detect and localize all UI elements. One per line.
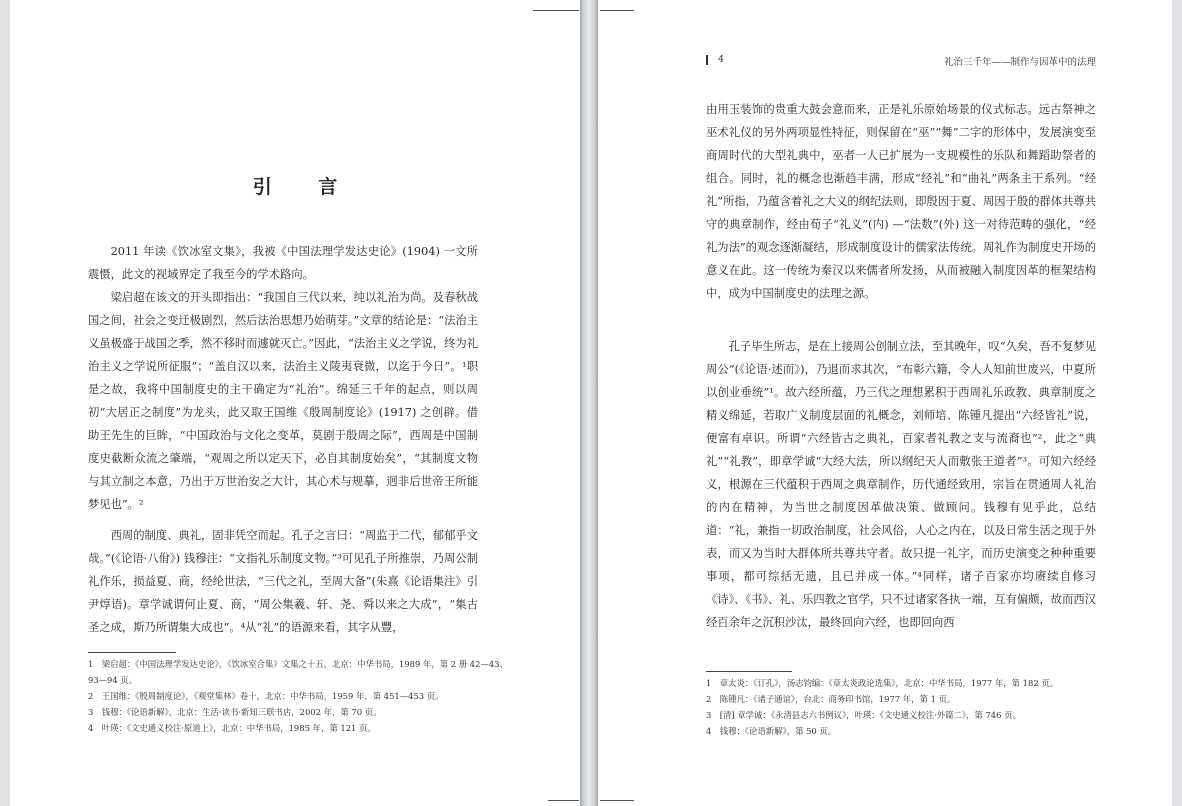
crop-mark	[548, 800, 579, 801]
viewer-left-edge	[0, 0, 10, 806]
body-paragraph: 由用玉装饰的贵重大鼓会意而来，正是礼乐原始场景的仪式标志。远古祭神之巫术礼仪的另外两项显性特征，则保留在“巫”“舞”二字的形体中，发展演变至商周时代的大型礼典中，巫者一人已扩展为一支规模性的乐队和舞蹈助祭者的组合。同时，礼的概念也渐趋丰满，形成“经礼”和“曲礼”两条主干系列。“经礼”所指，乃蕴含着礼之大义的纲纪法则，即殷因于夏、周因于殷的群体共尊共守的典章制作，经由荀子“礼义”(内) —“法数”(外) 这一对待范畴的强化，“经礼为法”的观念逐渐凝结，形成制度设计的儒家法传统。周礼作为制度史开场的意义在此。这一传统为秦汉以来儒者所发扬，从而被融入制度因革的框架结构中，成为中国制度史的法理之源。	[706, 103, 1096, 300]
body-paragraph: 梁启超在该文的开头即指出：“我国自三代以来，纯以礼治为尚。及春秋战国之间，社会之变迁极剧烈，然后法治思想乃始萌芽。”文章的结论是：“法治主义虽极盛于战国之季，然不移时而遽就灭亡。”因此，“法治主义之学说，终为礼治主义之学说所征服”；“盖自汉以来，法治主义陵夷衰微，以迄于今日”。¹职是之故，我将中国制度史的主干确定为“礼治”。绵延三千年的起点，则以周初“大居正之制度”为龙头，此又取王国维《殷周制度论》(1917) 之创辟。借助王先生的巨眸，“中国政治与文化之变革，莫剧于殷周之际”，西周是中国制度史截断众流之肇端，“观周之所以定天下，必自其制度始矣”，“其制度文物与其立制之本意，乃出于万世治安之大计，其心术与规摹，迥非后世帝王所能梦见也”。²	[88, 291, 478, 511]
running-head-title: 礼治三千年——制作与因革中的法理	[943, 57, 1096, 68]
page-spread-gutter	[580, 0, 598, 806]
viewer-right-edge	[1172, 0, 1182, 806]
footnote: 2 王国维：《殷周制度论》，《观堂集林》卷十，北京：中华书局，1959 年，第 451—453 页。	[88, 691, 444, 701]
page-number: 4	[718, 54, 725, 65]
body-paragraph: 孔子毕生所志，是在上接周公创制立法，至其晚年，叹“久矣，吾不复梦见周公”(《论语·述而》)，乃退而求其次，“布彰六籍，令人人知前世废兴，中夏所以创业垂统”¹。故六经所蕴，乃三代之理想累积于西周礼乐政教、典章制度之精义绵延，若取广义制度层面的礼概念，刘师培、陈锺凡提出“六经皆礼”说，便富有卓识。所谓“六经皆古之典礼，百家者礼教之支与流裔也”²，此之“典礼”“礼教”，即章学诚“大经大法，所以纲纪天人而敷张王道者”³。可知六经经义，根源在三代蕴积于西周之典章制作，历代通经致用，宗旨在贯通周人礼治的内在精神，为当世之制度因革做决策、做顾问。钱穆有见乎此，总结道：“礼，兼指一切政治制度，社会风俗，人心之内在，以及日常生活之现于外表，而又为当时大群体所共尊共守者。故只提一礼字，而历史演变之种种重要事项，都可综括无遗，且已并成一体。”⁴同样，诸子百家亦均赓续自修习《诗》、《书》、礼、乐四教之官学，只不过诸家各执一端，互有偏颇，故而西汉经百余年之沉积沙汰，最终回向六经，也即回向西	[706, 340, 1096, 629]
body-paragraph: 2011 年读《饮冰室文集》，我被《中国法理学发达史论》(1904) 一文所震慑，此文的视域界定了我至今的学术路向。	[88, 245, 478, 281]
footnote: 4 钱穆：《论语新解》，第 50 页。	[706, 726, 837, 736]
footnote: 3 [清] 章学诚：《永清县志六书例议》，叶瑛：《文史通义校注·外篇二》，第 746 页。	[706, 710, 1021, 720]
footnote: 1 梁启超：《中国法理学发达史论》，《饮冰室合集》文集之十五，北京：中华书局，1989 年，第 2 册 42—43、93—94 页。	[88, 659, 508, 685]
running-head	[706, 54, 1096, 68]
running-head-bar	[706, 55, 708, 65]
footnote: 1 章太炎：《订孔》，汤志钧编：《章太炎政论选集》，北京：中华书局，1977 年，第 182 页。	[706, 678, 1059, 688]
chapter-title: 引 言	[252, 176, 358, 198]
footnote: 2 陈锺凡：《诸子通谊》，台北：商务印书馆，1977 年，第 1 页。	[706, 694, 956, 704]
footnote: 4 叶瑛：《文史通义校注·原道上》，北京：中华书局，1985 年，第 121 页。	[88, 723, 376, 733]
footnote-rule	[706, 671, 792, 672]
crop-mark	[600, 10, 634, 11]
footnote-rule	[88, 652, 176, 653]
body-paragraph: 西周的制度、典礼，固非凭空而起。孔子之言曰：“周监于二代，郁郁乎文哉。”(《论语·八佾》) 钱穆注：“文指礼乐制度文物。”³可见孔子所推崇，乃周公制礼作乐，损益夏、商，经纶世法，“三代之礼，至周大备”(朱熹《论语集注》引尹焞语)。章学诚谓何止夏、商，“周公集羲、轩、尧、舜以来之大成”，“集古圣之成，斯乃所谓集大成也”。⁴从“礼”的语源来看，其字从豐，	[88, 529, 478, 634]
crop-mark	[533, 10, 579, 11]
crop-mark	[600, 800, 634, 801]
footnote: 3 钱穆：《论语新解》，北京：生活·读书·新知三联书店，2002 年，第 70 页。	[88, 707, 382, 717]
